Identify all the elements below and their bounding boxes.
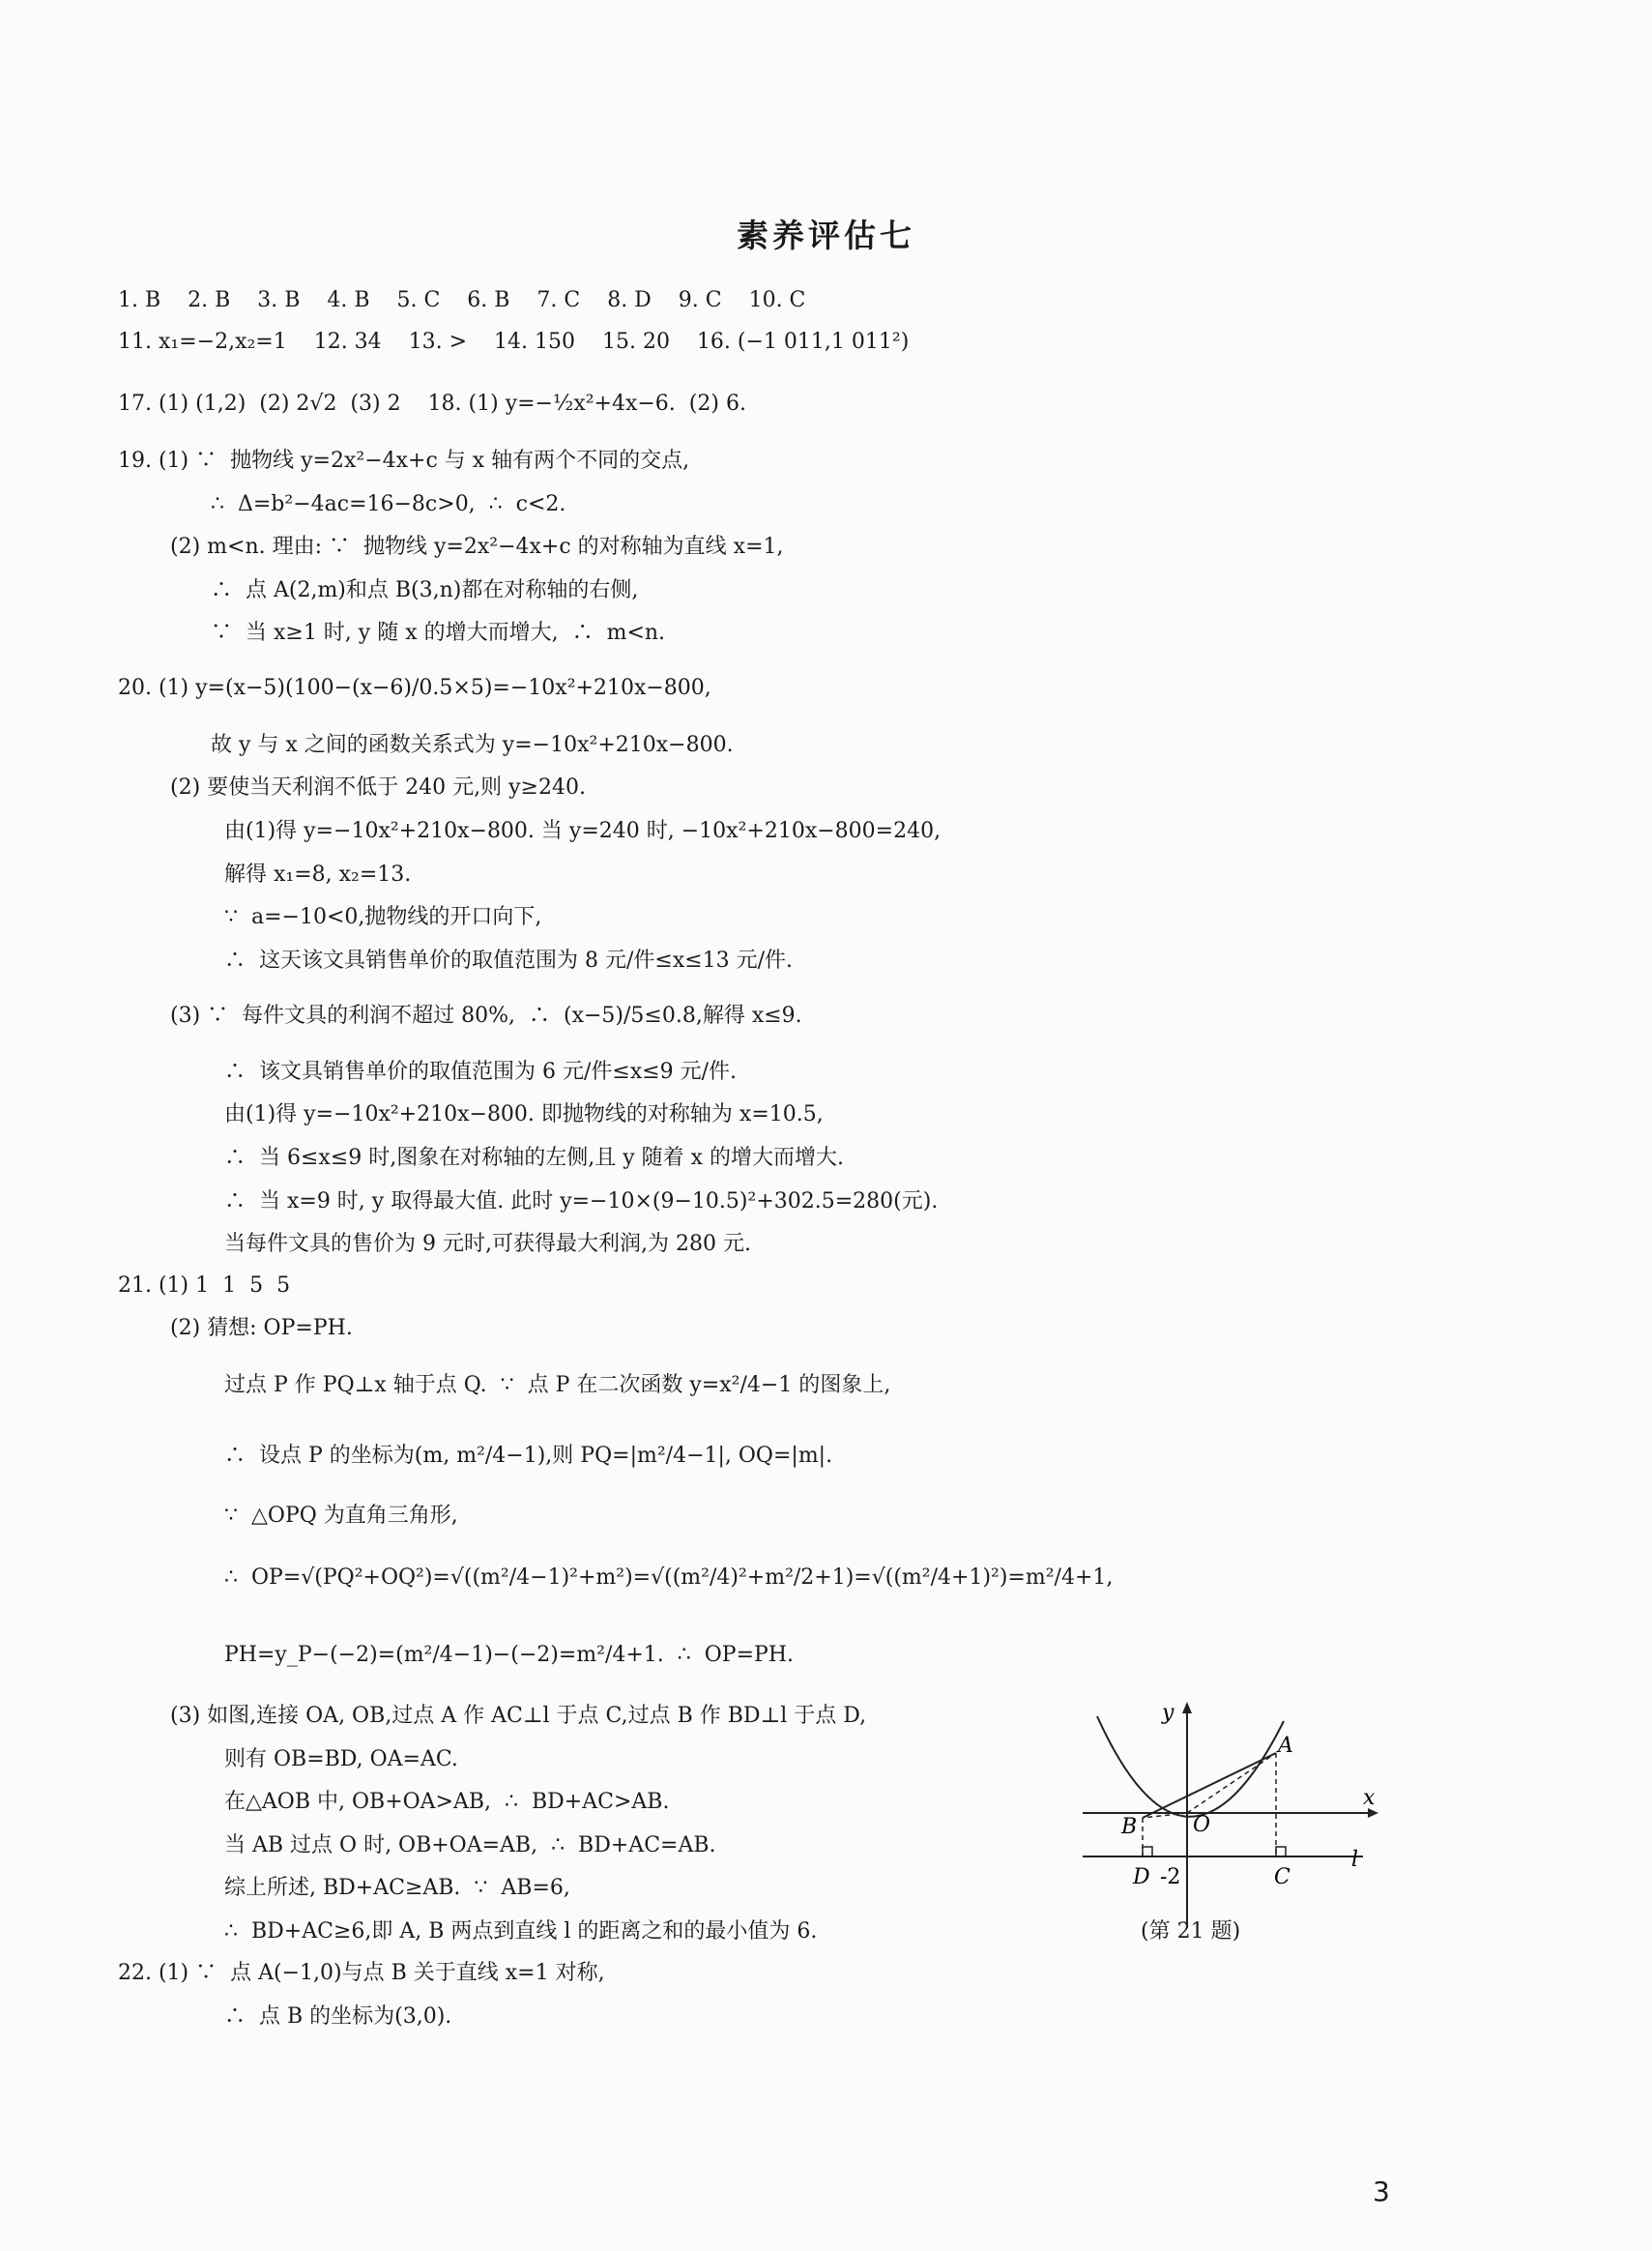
answer-line: ∵ △OPQ 为直角三角形,: [224, 1504, 458, 1528]
answer-line: 故 y 与 x 之间的函数关系式为 y=−10x²+210x−800.: [211, 733, 734, 757]
answer-line: (2) 要使当天利润不低于 240 元,则 y≥240.: [170, 775, 586, 800]
answer-line: 22. (1) ∵ 点 A(−1,0)与点 B 关于直线 x=1 对称,: [118, 1961, 605, 1985]
answer-line: ∴ BD+AC≥6,即 A, B 两点到直线 l 的距离之和的最小值为 6.: [224, 1919, 818, 1944]
point-label-a: A: [1278, 1734, 1293, 1758]
answer-line: (2) 猜想: OP=PH.: [170, 1316, 353, 1340]
point-label-c: C: [1274, 1865, 1290, 1889]
answer-line: 解得 x₁=8, x₂=13.: [224, 862, 412, 887]
answer-line: 21. (1) 1 1 5 5: [118, 1273, 291, 1298]
answer-line: (2) m<n. 理由: ∵ 抛物线 y=2x²−4x+c 的对称轴为直线 x=1,: [170, 535, 784, 559]
answer-line: ∴ 点 A(2,m)和点 B(3,n)都在对称轴的右侧,: [211, 578, 639, 602]
line-label-l: l: [1351, 1848, 1359, 1872]
answer-line: ∴ 该文具销售单价的取值范围为 6 元/件≤x≤9 元/件.: [224, 1060, 738, 1084]
page-title: 素养评估七: [737, 217, 915, 254]
page-number: 3: [1373, 2176, 1390, 2207]
figure-caption: (第 21 题): [1141, 1919, 1241, 1944]
answer-line: 19. (1) ∵ 抛物线 y=2x²−4x+c 与 x 轴有两个不同的交点,: [118, 449, 690, 473]
answer-line: ∵ 当 x≥1 时, y 随 x 的增大而增大, ∴ m<n.: [211, 621, 666, 645]
answer-line: 由(1)得 y=−10x²+210x−800. 即抛物线的对称轴为 x=10.5,: [224, 1102, 824, 1126]
answer-line: ∴ Δ=b²−4ac=16−8c>0, ∴ c<2.: [211, 492, 566, 516]
answer-line: 在△AOB 中, OB+OA>AB, ∴ BD+AC>AB.: [224, 1790, 670, 1814]
answer-line: (3) ∵ 每件文具的利润不超过 80%, ∴ (x−5)/5≤0.8,解得 x≤9.: [170, 1004, 802, 1028]
tick-label-minus-2: -2: [1160, 1865, 1181, 1889]
answer-line: PH=y_P−(−2)=(m²/4−1)−(−2)=m²/4+1. ∴ OP=PH.: [224, 1643, 795, 1667]
answer-line: ∴ OP=√(PQ²+OQ²)=√((m²/4−1)²+m²)=√((m²/4)²+m²/2+1)=√((m²/4+1)²)=m²/4+1,: [224, 1565, 1114, 1590]
figure-21-diagram: [1073, 1692, 1392, 1934]
answer-line: 过点 P 作 PQ⊥x 轴于点 Q. ∵ 点 P 在二次函数 y=x²/4−1 的图象上,: [224, 1373, 891, 1397]
answer-line: 当每件文具的售价为 9 元时,可获得最大利润,为 280 元.: [224, 1232, 751, 1256]
answer-line: 1. B 2. B 3. B 4. B 5. C 6. B 7. C 8. D 9. C 10. C: [118, 288, 806, 312]
point-label-b: B: [1121, 1815, 1138, 1839]
origin-label: O: [1193, 1813, 1211, 1837]
answer-line: ∴ 这天该文具销售单价的取值范围为 8 元/件≤x≤13 元/件.: [224, 949, 794, 973]
answer-line: ∵ a=−10<0,抛物线的开口向下,: [224, 905, 542, 929]
axis-label-y: y: [1162, 1701, 1174, 1725]
answer-line: 由(1)得 y=−10x²+210x−800. 当 y=240 时, −10x²+210x−800=240,: [224, 819, 942, 843]
answer-line: ∴ 当 x=9 时, y 取得最大值. 此时 y=−10×(9−10.5)²+302.5=280(元).: [224, 1189, 939, 1213]
answer-line: 综上所述, BD+AC≥AB. ∵ AB=6,: [224, 1876, 570, 1900]
axis-label-x: x: [1363, 1786, 1376, 1810]
answer-line: ∴ 当 6≤x≤9 时,图象在对称轴的左侧,且 y 随着 x 的增大而增大.: [224, 1146, 845, 1170]
answer-line: (3) 如图,连接 OA, OB,过点 A 作 AC⊥l 于点 C,过点 B 作 BD⊥l 于点 D,: [170, 1704, 867, 1728]
answer-line: 则有 OB=BD, OA=AC.: [224, 1747, 458, 1771]
answer-line: ∴ 设点 P 的坐标为(m, m²/4−1),则 PQ=|m²/4−1|, OQ=|m|.: [224, 1444, 833, 1468]
point-label-d: D: [1133, 1865, 1150, 1889]
answer-line: 11. x₁=−2,x₂=1 12. 34 13. > 14. 150 15. 20 16. (−1 011,1 011²): [118, 330, 910, 354]
answer-line: 当 AB 过点 O 时, OB+OA=AB, ∴ BD+AC=AB.: [224, 1833, 716, 1857]
answer-line: 17. (1) (1,2) (2) 2√2 (3) 2 18. (1) y=−½x²+4x−6. (2) 6.: [118, 392, 746, 416]
answer-line: ∴ 点 B 的坐标为(3,0).: [224, 2004, 452, 2029]
answer-line: 20. (1) y=(x−5)(100−(x−6)/0.5×5)=−10x²+210x−800,: [118, 676, 711, 700]
